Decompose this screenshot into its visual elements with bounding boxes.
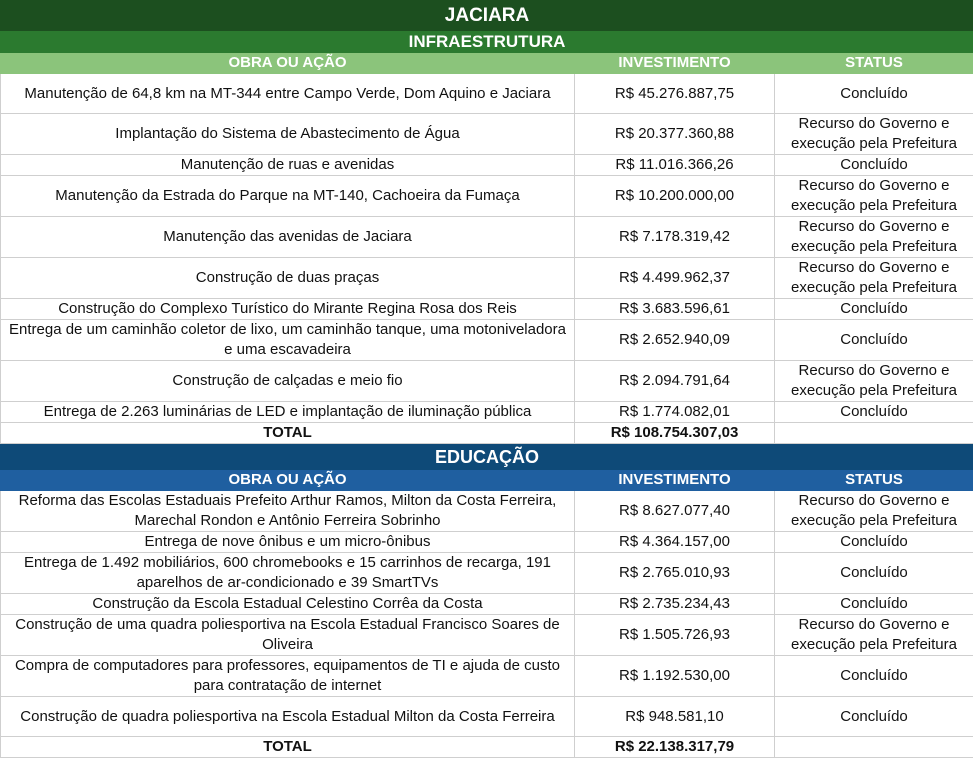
cell-investimento: R$ 2.735.234,43: [575, 594, 775, 615]
cell-status: Concluído: [775, 74, 973, 114]
header-row-educacao: [1, 470, 973, 491]
table-row: [1, 74, 973, 114]
table-row: [1, 491, 973, 532]
total-value: R$ 22.138.317,79: [575, 737, 775, 758]
cell-status: Recurso do Governo e execução pela Prefeitura: [775, 615, 973, 656]
table-row: [1, 217, 973, 258]
table-row: [1, 176, 973, 217]
column-header-investimento: INVESTIMENTO: [575, 53, 775, 74]
cell-investimento: R$ 20.377.360,88: [575, 114, 775, 155]
total-row-infraestrutura: [1, 423, 973, 444]
total-value: R$ 108.754.307,03: [575, 423, 775, 444]
cell-obra: Construção de duas praças: [1, 258, 575, 299]
total-status-empty: [775, 737, 973, 758]
cell-status: Concluído: [775, 553, 973, 594]
table-row: [1, 361, 973, 402]
cell-investimento: R$ 3.683.596,61: [575, 299, 775, 320]
column-header-status: STATUS: [775, 470, 973, 491]
section-title-educacao: EDUCAÇÃO: [1, 444, 973, 470]
cell-obra: Construção de uma quadra poliesportiva na Escola Estadual Francisco Soares de Oliveira: [1, 615, 575, 656]
table-row: [1, 532, 973, 553]
section-title-infraestrutura: INFRAESTRUTURA: [1, 31, 973, 53]
cell-status: Recurso do Governo e execução pela Prefeitura: [775, 217, 973, 258]
cell-obra: Entrega de 1.492 mobiliários, 600 chromebooks e 15 carrinhos de recarga, 191 aparelhos de ar-condicionado e 39 SmartTVs: [1, 553, 575, 594]
cell-obra: Manutenção das avenidas de Jaciara: [1, 217, 575, 258]
cell-investimento: R$ 2.765.010,93: [575, 553, 775, 594]
cell-obra: Manutenção de 64,8 km na MT-344 entre Campo Verde, Dom Aquino e Jaciara: [1, 74, 575, 114]
total-status-empty: [775, 423, 973, 444]
cell-status: Concluído: [775, 299, 973, 320]
cell-status: Concluído: [775, 532, 973, 553]
cell-investimento: R$ 4.499.962,37: [575, 258, 775, 299]
cell-status: Concluído: [775, 402, 973, 423]
cell-investimento: R$ 8.627.077,40: [575, 491, 775, 532]
cell-investimento: R$ 948.581,10: [575, 697, 775, 737]
cell-investimento: R$ 7.178.319,42: [575, 217, 775, 258]
header-row-infraestrutura: [1, 53, 973, 74]
cell-status: Concluído: [775, 155, 973, 176]
cell-status: Concluído: [775, 320, 973, 361]
cell-obra: Manutenção de ruas e avenidas: [1, 155, 575, 176]
cell-obra: Reforma das Escolas Estaduais Prefeito Arthur Ramos, Milton da Costa Ferreira, Marechal Rondon e Antônio Ferreira Sobrinho: [1, 491, 575, 532]
cell-obra: Construção do Complexo Turístico do Mirante Regina Rosa dos Reis: [1, 299, 575, 320]
table-row: [1, 594, 973, 615]
cell-status: Concluído: [775, 697, 973, 737]
cell-obra: Entrega de 2.263 luminárias de LED e implantação de iluminação pública: [1, 402, 575, 423]
cell-investimento: R$ 1.192.530,00: [575, 656, 775, 697]
table-row: [1, 155, 973, 176]
table-row: [1, 656, 973, 697]
cell-status: Recurso do Governo e execução pela Prefeitura: [775, 114, 973, 155]
total-label: TOTAL: [1, 737, 575, 758]
city-title: JACIARA: [1, 1, 973, 31]
cell-obra: Entrega de um caminhão coletor de lixo, um caminhão tanque, uma motoniveladora e uma escavadeira: [1, 320, 575, 361]
cell-obra: Compra de computadores para professores, equipamentos de TI e ajuda de custo para contratação de internet: [1, 656, 575, 697]
column-header-obra: OBRA OU AÇÃO: [1, 53, 575, 74]
column-header-investimento: INVESTIMENTO: [575, 470, 775, 491]
cell-obra: Construção de calçadas e meio fio: [1, 361, 575, 402]
cell-investimento: R$ 4.364.157,00: [575, 532, 775, 553]
table-row: [1, 615, 973, 656]
cell-status: Recurso do Governo e execução pela Prefeitura: [775, 258, 973, 299]
cell-investimento: R$ 1.505.726,93: [575, 615, 775, 656]
cell-obra: Implantação do Sistema de Abastecimento de Água: [1, 114, 575, 155]
cell-investimento: R$ 11.016.366,26: [575, 155, 775, 176]
table-row: [1, 553, 973, 594]
table-row: [1, 402, 973, 423]
column-header-obra: OBRA OU AÇÃO: [1, 470, 575, 491]
cell-status: Recurso do Governo e execução pela Prefeitura: [775, 361, 973, 402]
cell-obra: Entrega de nove ônibus e um micro-ônibus: [1, 532, 575, 553]
column-header-status: STATUS: [775, 53, 973, 74]
table-row: [1, 258, 973, 299]
cell-investimento: R$ 2.652.940,09: [575, 320, 775, 361]
cell-obra: Construção da Escola Estadual Celestino Corrêa da Costa: [1, 594, 575, 615]
table-row: [1, 697, 973, 737]
cell-status: Recurso do Governo e execução pela Prefeitura: [775, 491, 973, 532]
total-row-educacao: [1, 737, 973, 758]
cell-investimento: R$ 2.094.791,64: [575, 361, 775, 402]
cell-investimento: R$ 1.774.082,01: [575, 402, 775, 423]
cell-status: Recurso do Governo e execução pela Prefeitura: [775, 176, 973, 217]
cell-investimento: R$ 45.276.887,75: [575, 74, 775, 114]
table-row: [1, 320, 973, 361]
table-row: [1, 299, 973, 320]
cell-status: Concluído: [775, 594, 973, 615]
cell-investimento: R$ 10.200.000,00: [575, 176, 775, 217]
cell-status: Concluído: [775, 656, 973, 697]
cell-obra: Construção de quadra poliesportiva na Escola Estadual Milton da Costa Ferreira: [1, 697, 575, 737]
table-row: [1, 114, 973, 155]
total-label: TOTAL: [1, 423, 575, 444]
cell-obra: Manutenção da Estrada do Parque na MT-140, Cachoeira da Fumaça: [1, 176, 575, 217]
